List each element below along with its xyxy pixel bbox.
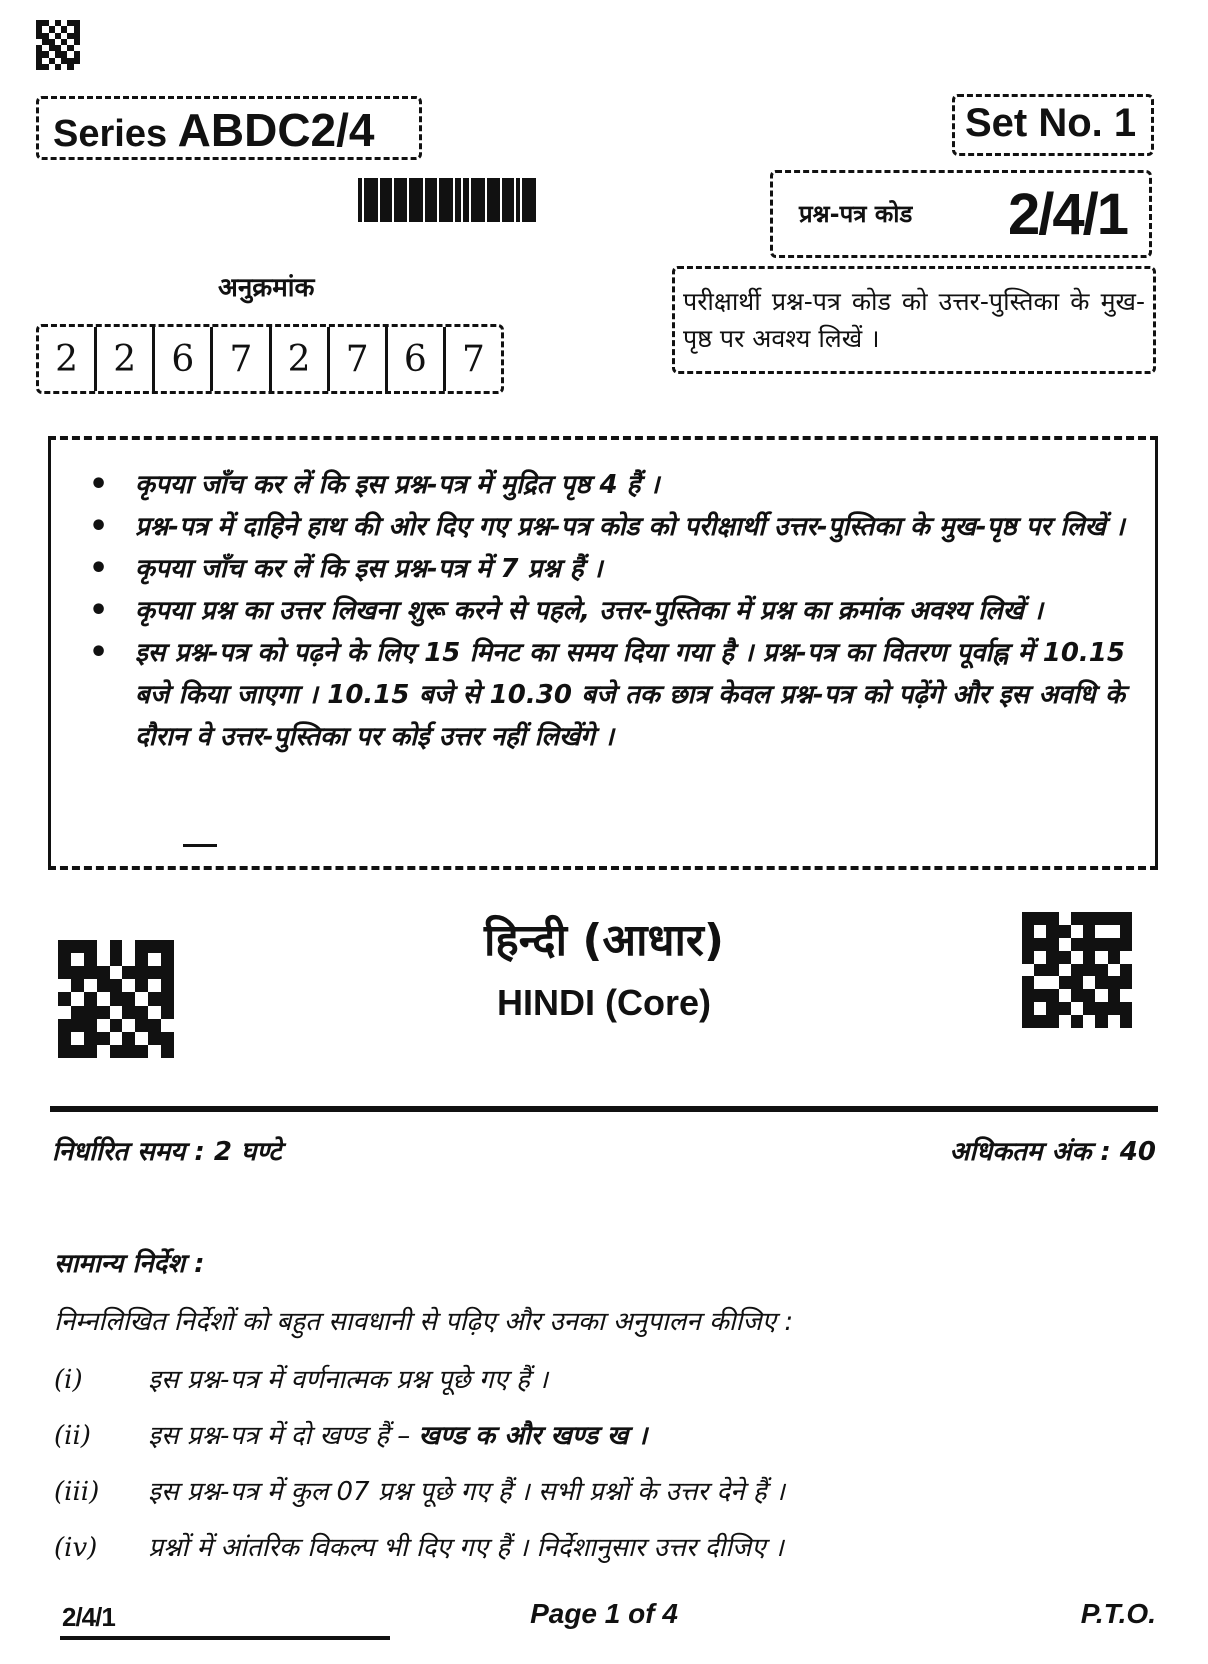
section-divider [50, 1106, 1158, 1112]
roll-digit: 2 [55, 338, 79, 380]
page-number: Page 1 of 4 [530, 1598, 678, 1629]
roll-digit: 7 [210, 327, 268, 391]
series-code: ABDC2/4 [177, 104, 375, 156]
item-text: इस प्रश्न-पत्र में वर्णनात्मक प्रश्न पूछे गए हैं । [148, 1365, 549, 1395]
qr-code-small-icon [36, 20, 80, 70]
footer-rule [60, 1636, 390, 1640]
short-rule [183, 844, 217, 847]
subject-title-hindi: हिन्दी (आधार) [483, 915, 725, 966]
series-box [36, 96, 422, 160]
set-number: Set No. 1 [965, 101, 1137, 145]
qr-code-right-icon [1022, 912, 1132, 1028]
item-text-bold: खण्ड क और खण्ड ख । [418, 1421, 648, 1451]
footer-paper-code: 2/4/1 [62, 1602, 115, 1632]
subject-title-english: HINDI (Core) [497, 982, 711, 1023]
roll-number-label: अनुक्रमांक [218, 273, 315, 303]
item-text: प्रश्नों में आंतरिक विकल्प भी दिए गए हैं । निर्देशानुसार उत्तर दीजिए । [148, 1533, 784, 1563]
roll-digit: 6 [152, 327, 210, 391]
candidate-instructions-box [48, 436, 1158, 870]
item-text: इस प्रश्न-पत्र में दो खण्ड हैं – [148, 1421, 411, 1451]
paper-code-label: प्रश्न-पत्र कोड [799, 200, 913, 228]
barcode-icon [358, 178, 536, 222]
code-note-box [672, 266, 1156, 374]
code-note-text: परीक्षार्थी प्रश्न-पत्र कोड को उत्तर-पुस्तिका के मुख-पृष्ठ पर अवश्य लिखें । [683, 287, 1145, 353]
item-number: (i) [54, 1365, 83, 1395]
general-instructions-intro: निम्नलिखित निर्देशों को बहुत सावधानी से पढ़िए और उनका अनुपालन कीजिए : [54, 1307, 794, 1337]
roll-digit: 6 [385, 327, 443, 391]
instruction-item: • कृपया जाँच कर लें कि इस प्रश्न-पत्र में 7 प्रश्न हैं । [89, 548, 1125, 590]
roll-digit: 2 [269, 327, 327, 391]
general-instructions-heading: सामान्य निर्देश : [54, 1249, 205, 1279]
general-instruction-item [54, 1416, 647, 1452]
item-number: (iv) [54, 1533, 98, 1563]
series-prefix: Series [53, 113, 168, 155]
set-number-box [952, 94, 1154, 156]
qr-code-left-icon [58, 940, 174, 1058]
roll-digit: 2 [94, 327, 152, 391]
general-instruction-item [54, 1472, 785, 1508]
item-number: (ii) [54, 1421, 91, 1451]
time-allowed: निर्धारित समय : 2 घण्टे [52, 1137, 282, 1167]
please-turn-over: P.T.O. [1080, 1598, 1156, 1629]
paper-code-value: 2/4/1 [1008, 182, 1127, 247]
roll-number-boxes [36, 324, 504, 394]
general-instruction-item [54, 1528, 784, 1564]
roll-digit: 7 [443, 327, 501, 391]
instruction-item: • प्रश्न-पत्र में दाहिने हाथ की ओर दिए गए प्रश्न-पत्र कोड को परीक्षार्थी उत्तर-पुस्तिका के मुख-पृष्ठ पर लिखें । [89, 506, 1125, 548]
candidate-instructions-list [89, 464, 1125, 758]
instruction-item: • कृपया जाँच कर लें कि इस प्रश्न-पत्र में मुद्रित पृष्ठ 4 हैं । [89, 464, 1125, 506]
maximum-marks: अधिकतम अंक : 40 [949, 1137, 1156, 1167]
general-instruction-item [54, 1360, 548, 1396]
paper-code-box [770, 170, 1152, 258]
roll-digit: 7 [327, 327, 385, 391]
instruction-item: • इस प्रश्न-पत्र को पढ़ने के लिए 15 मिनट का समय दिया गया है । प्रश्न-पत्र का वितरण पूर्वाह्न में 10.15 बजे किया जाएगा । 10.15 बजे से 10.30 बजे तक छात्र केवल प्रश्न-पत्र को पढ़ेंगे और इस अवधि के दौरान वे उत्तर-पुस्तिका पर कोई उत्तर नहीं लिखेंगे । [89, 632, 1125, 758]
instruction-item: • कृपया प्रश्न का उत्तर लिखना शुरू करने से पहले, उत्तर-पुस्तिका में प्रश्न का क्रमांक अवश्य लिखें । [89, 590, 1125, 632]
item-number: (iii) [54, 1477, 100, 1507]
item-text: इस प्रश्न-पत्र में कुल 07 प्रश्न पूछे गए हैं । सभी प्रश्नों के उत्तर देने हैं । [148, 1477, 785, 1507]
